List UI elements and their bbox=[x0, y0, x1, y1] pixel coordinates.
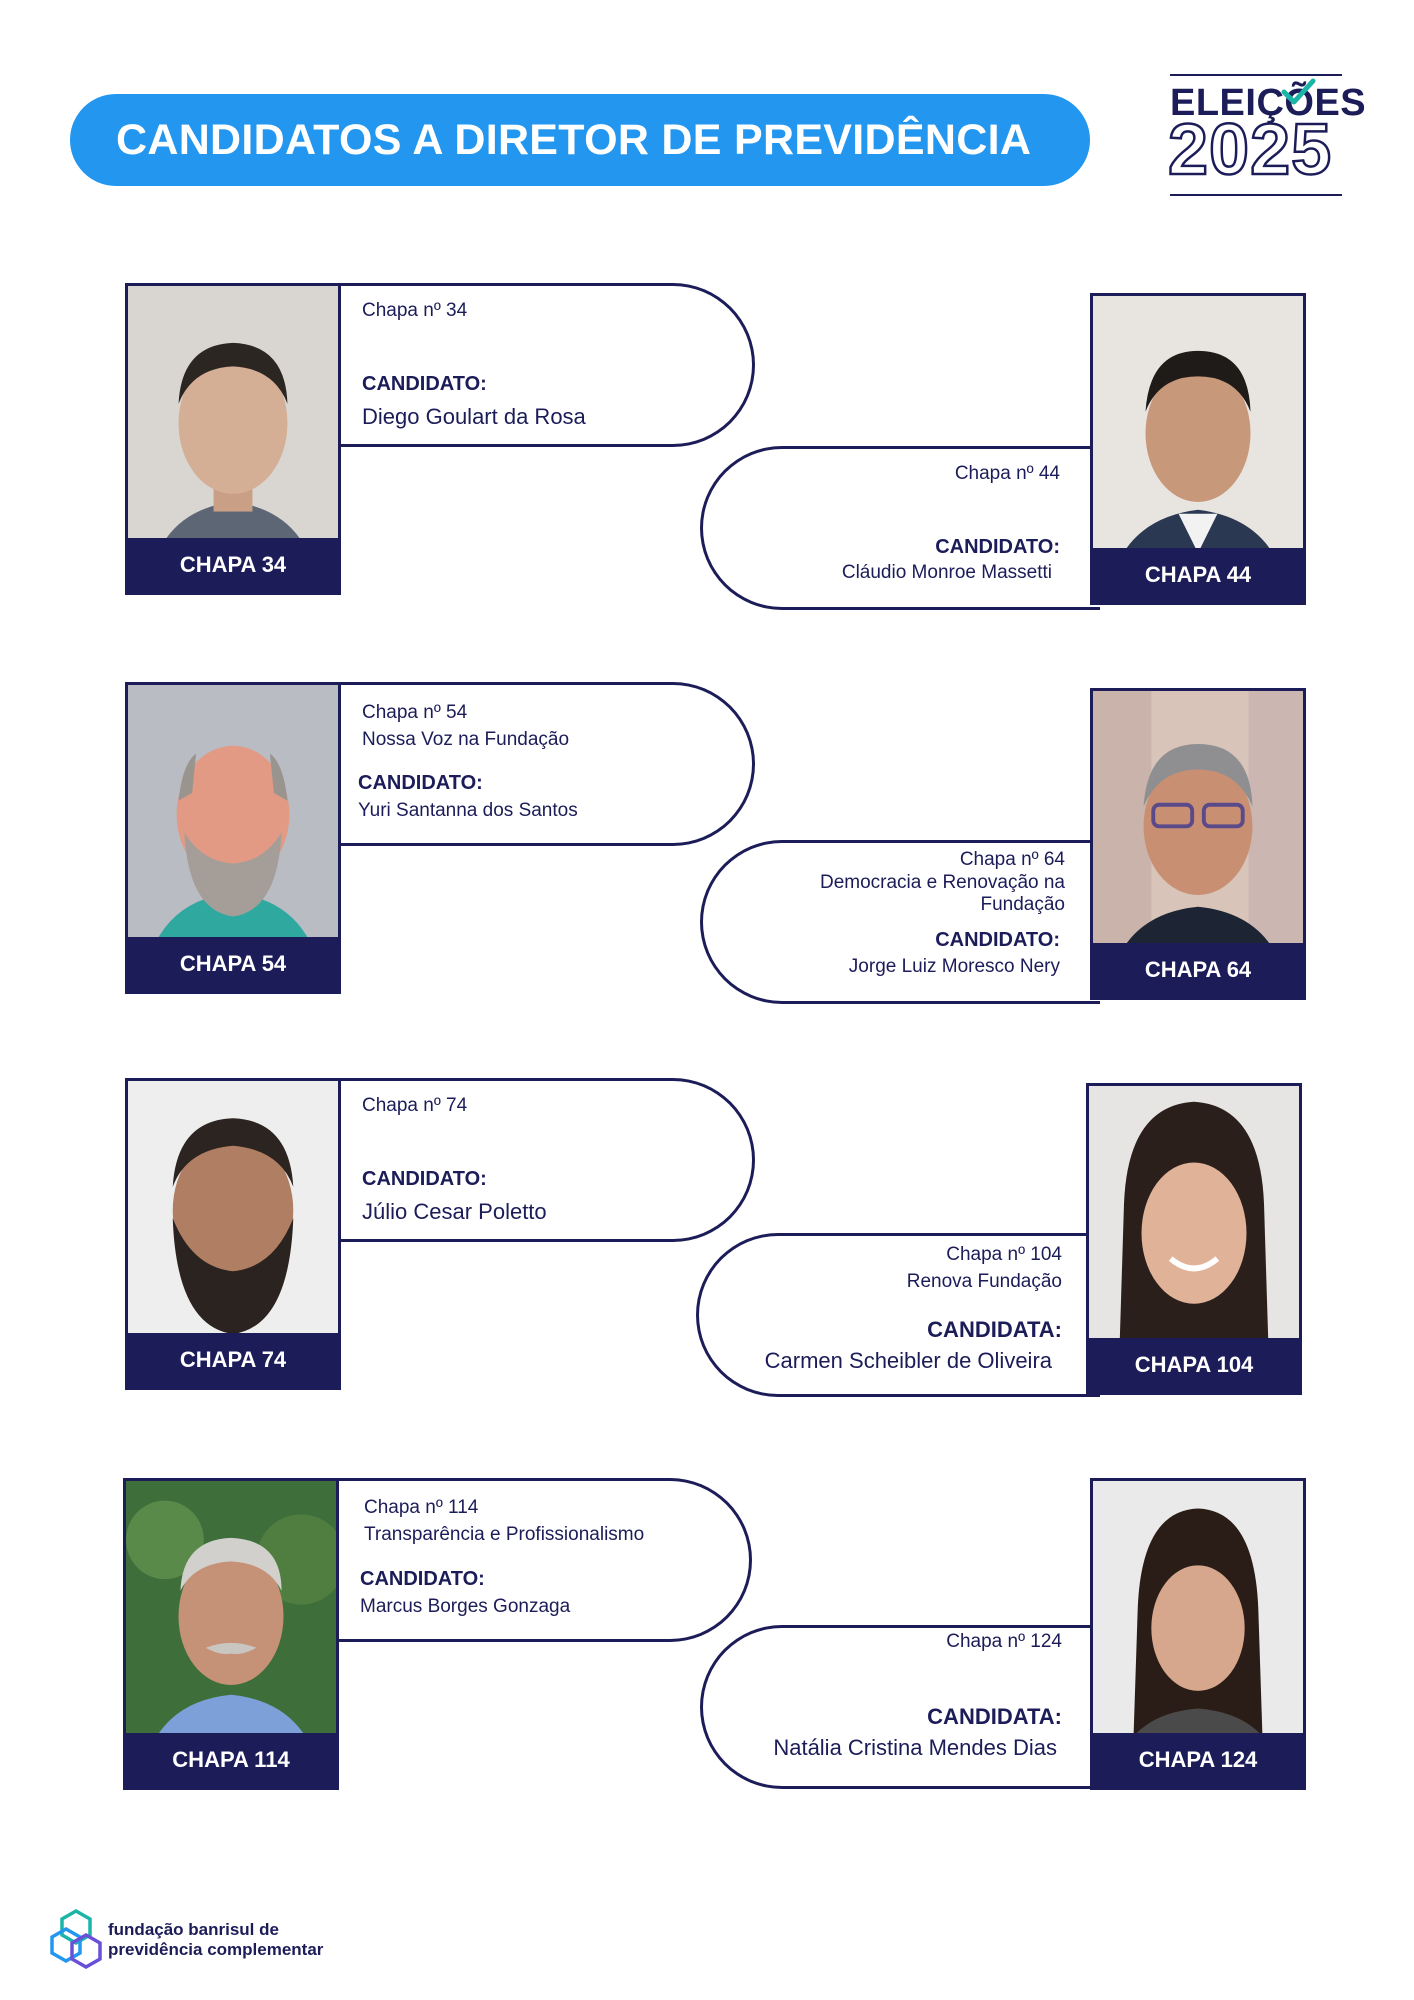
logo-bottom-rule bbox=[1170, 194, 1342, 196]
candidate-photo-54 bbox=[125, 682, 341, 994]
chapa-slogan: Transparência e Profissionalismo bbox=[364, 1524, 645, 1545]
candidate-name: Cláudio Monroe Massetti bbox=[841, 562, 1052, 583]
candidate-photo-34 bbox=[125, 283, 341, 595]
candidate-role: CANDIDATO: bbox=[358, 772, 483, 794]
candidate-role: CANDIDATO: bbox=[360, 1568, 485, 1590]
logo-top-rule bbox=[1170, 74, 1342, 76]
candidate-name: Júlio Cesar Poletto bbox=[362, 1199, 547, 1224]
chapa-number: Chapa nº 64 bbox=[959, 849, 1065, 870]
chapa-number: Chapa nº 74 bbox=[362, 1095, 468, 1116]
candidate-role: CANDIDATO: bbox=[935, 536, 1060, 558]
chapa-label: CHAPA 114 bbox=[126, 1733, 336, 1787]
candidate-photo-124 bbox=[1090, 1478, 1306, 1790]
checkmark-icon bbox=[1280, 78, 1316, 108]
candidate-name: Jorge Luiz Moresco Nery bbox=[848, 956, 1060, 977]
candidate-name: Diego Goulart da Rosa bbox=[362, 404, 586, 429]
chapa-number: Chapa nº 124 bbox=[946, 1631, 1062, 1652]
elections-2025-logo bbox=[1168, 74, 1367, 198]
chapa-label: CHAPA 124 bbox=[1093, 1733, 1303, 1787]
chapa-number: Chapa nº 104 bbox=[946, 1244, 1062, 1265]
chapa-number: Chapa nº 114 bbox=[364, 1497, 479, 1518]
candidate-photo-64 bbox=[1090, 688, 1306, 1000]
candidate-role: CANDIDATA: bbox=[927, 1704, 1062, 1729]
candidate-name: Carmen Scheibler de Oliveira bbox=[764, 1348, 1052, 1373]
footer-organization bbox=[50, 1905, 323, 1975]
chapa-label: CHAPA 34 bbox=[128, 538, 338, 592]
candidate-photo-44 bbox=[1090, 293, 1306, 605]
candidate-name: Yuri Santanna dos Santos bbox=[358, 800, 578, 821]
footer-org-line-1: fundação banrisul de bbox=[108, 1920, 279, 1939]
candidate-photo-114 bbox=[123, 1478, 339, 1790]
chapa-slogan: Renova Fundação bbox=[906, 1271, 1062, 1292]
logo-line-1: ELEIÇÕES bbox=[1170, 82, 1367, 124]
chapa-label: CHAPA 64 bbox=[1093, 943, 1303, 997]
page-title-banner bbox=[70, 94, 1090, 186]
logo-line-2: 2025 bbox=[1168, 110, 1333, 190]
chapa-number: Chapa nº 54 bbox=[362, 702, 468, 723]
candidate-role: CANDIDATO: bbox=[362, 1168, 487, 1190]
chapa-slogan: Nossa Voz na Fundação bbox=[362, 729, 570, 750]
chapa-number: Chapa nº 34 bbox=[362, 300, 468, 321]
candidate-name: Marcus Borges Gonzaga bbox=[360, 1596, 571, 1617]
candidate-role: CANDIDATA: bbox=[927, 1317, 1062, 1342]
chapa-label: CHAPA 54 bbox=[128, 937, 338, 991]
candidate-photo-104 bbox=[1086, 1083, 1302, 1395]
chapa-label: CHAPA 74 bbox=[128, 1333, 338, 1387]
footer-org-line-2: previdência complementar bbox=[108, 1940, 324, 1959]
chapa-label: CHAPA 44 bbox=[1093, 548, 1303, 602]
chapa-label: CHAPA 104 bbox=[1089, 1338, 1299, 1392]
candidate-photo-74 bbox=[125, 1078, 341, 1390]
chapa-number: Chapa nº 44 bbox=[954, 463, 1060, 484]
fundacao-banrisul-logo-icon bbox=[50, 1907, 102, 1973]
candidate-role: CANDIDATO: bbox=[935, 929, 1060, 951]
page-title: CANDIDATOS A DIRETOR DE PREVIDÊNCIA bbox=[116, 115, 1032, 164]
candidate-name: Natália Cristina Mendes Dias bbox=[773, 1735, 1057, 1760]
chapa-slogan-line-2: Fundação bbox=[980, 894, 1065, 915]
candidate-role: CANDIDATO: bbox=[362, 373, 487, 395]
chapa-slogan: Democracia e Renovação na bbox=[819, 872, 1065, 893]
